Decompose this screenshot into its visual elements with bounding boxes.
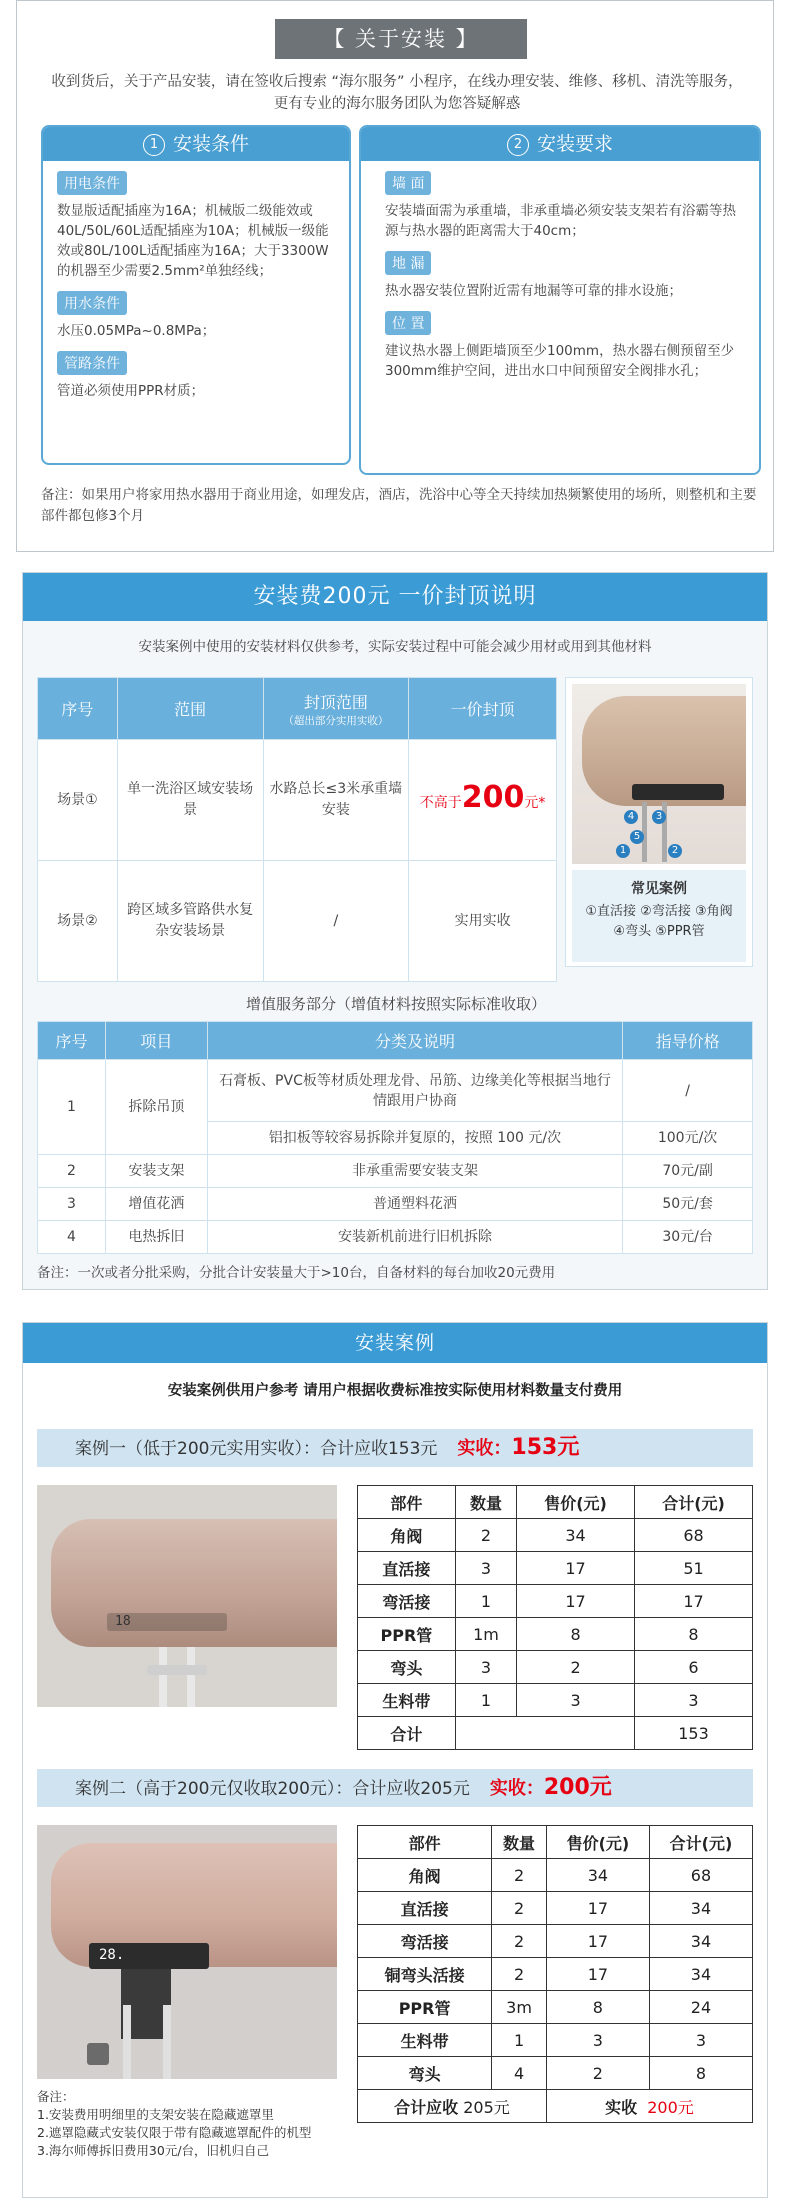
case1-table — [357, 1485, 753, 1750]
install-cases-title: 安装案例 — [23, 1323, 767, 1363]
water-condition-tag: 用水条件 — [57, 291, 127, 315]
power-condition-tag: 用电条件 — [57, 171, 127, 195]
case1-label: 案例一（低于200元实用实收）：合计应收153元 — [75, 1439, 438, 1459]
vas-desc: 石膏板、PVC板等材质处理龙骨、吊筋、边缘美化等根据当地行情跟用户协商 — [207, 1060, 622, 1122]
col-header-no: 序号 — [38, 678, 118, 740]
vas-desc: 安装新机前进行旧机拆除 — [207, 1221, 622, 1254]
col-header-price: 指导价格 — [623, 1022, 753, 1060]
vas-no: 3 — [38, 1188, 106, 1221]
table-row — [38, 861, 557, 982]
table-row: 直活接 2 17 34 — [358, 1892, 753, 1925]
floor-drain-tag: 地 漏 — [385, 251, 431, 275]
case2-table — [357, 1825, 753, 2123]
common-case-items: ④弯头 ⑤PPR管 — [613, 924, 705, 939]
total-row: 合计应收 205元 实收 200元 — [358, 2090, 753, 2123]
vas-price: 100元/次 — [623, 1122, 753, 1155]
col-header-range-note: （超出部分实用实收） — [283, 714, 389, 727]
vas-item: 增值花洒 — [105, 1188, 207, 1221]
col-header-total: 合计(元) — [635, 1486, 753, 1519]
col-header-item: 项目 — [105, 1022, 207, 1060]
case1-photo — [37, 1485, 337, 1707]
position-text: 建议热水器上侧距墙顶至少100mm，热水器右侧预留至少300mm维护空间，进出水口中间预留安全阀排水孔； — [385, 343, 735, 379]
table-row: 弯活接 1 17 17 — [358, 1585, 753, 1618]
case2-notes: 备注： 1.安装费用明细里的支架安装在隐藏遮罩里 2.遮罩隐藏式安装仅限于带有隐藏遮罩配件的机型 3.海尔师傅拆旧费用30元/台，旧机归自己 — [37, 2089, 312, 2158]
about-install-section — [16, 0, 774, 552]
col-header-unit-price: 售价(元) — [517, 1486, 635, 1519]
floor-drain-text: 热水器安装位置附近需有地漏等可靠的排水设施； — [385, 283, 682, 299]
vas-price: 50元/套 — [623, 1188, 753, 1221]
install-conditions-title: 安装条件 — [172, 133, 249, 155]
vas-price: 70元/副 — [623, 1155, 753, 1188]
table-row: PPR管 3m 8 24 — [358, 1991, 753, 2024]
col-header-qty: 数量 — [492, 1826, 547, 1859]
install-conditions-header — [43, 127, 349, 161]
case2-label: 案例二（高于200元仅收取200元）：合计应收205元 — [75, 1779, 470, 1799]
common-case-items: ①直活接 ②弯活接 ③角阀 — [585, 904, 733, 919]
vas-item: 安装支架 — [105, 1155, 207, 1188]
number-badge: 1 — [143, 134, 165, 156]
col-header-no: 序号 — [38, 1022, 106, 1060]
install-requirements-title: 安装要求 — [536, 133, 613, 155]
case1-display: 18 — [115, 1614, 131, 1629]
col-header-total: 合计(元) — [649, 1826, 752, 1859]
vas-desc: 普通塑料花洒 — [207, 1188, 622, 1221]
pipe-condition-tag: 管路条件 — [57, 351, 127, 375]
table-row: 弯活接 2 17 34 — [358, 1925, 753, 1958]
col-header-part: 部件 — [358, 1486, 456, 1519]
install-cases-subtitle: 安装案例供用户参考 请用户根据收费标准按实际使用材料数量支付费用 — [167, 1383, 623, 1399]
part-label: 4 — [624, 810, 638, 824]
vas-item: 电热拆旧 — [105, 1221, 207, 1254]
price-cap-table — [37, 677, 557, 982]
scenario-range: 水路总长≤3米承重墙安装 — [263, 740, 409, 861]
value-added-title: 增值服务部分（增值材料按照实际标准收取） — [245, 995, 546, 1013]
scenario-scope: 单一洗浴区域安装场景 — [117, 740, 263, 861]
table-row: 直活接 3 17 51 — [358, 1552, 753, 1585]
install-fee-title: 安装费200元 一价封顶说明 — [23, 573, 767, 621]
power-condition-text: 数显版适配插座为16A；机械版二级能效或40L/50L/60L适配插座为10A；机械版一级能效或80L/100L适配插座为16A；大于3300W的机器至少需要2.5mm²单独经线； — [57, 203, 329, 279]
vas-desc: 非承重需要安装支架 — [207, 1155, 622, 1188]
about-install-title: 【 关于安装 】 — [275, 19, 527, 59]
vas-no: 4 — [38, 1221, 106, 1254]
col-header-price: 一价封顶 — [409, 678, 557, 740]
common-case-title: 常见案例 — [631, 881, 687, 897]
install-fee-subtitle: 安装案例中使用的安装材料仅供参考，实际安装过程中可能会减少用材或用到其他材料 — [138, 639, 652, 655]
value-added-table — [37, 1021, 753, 1254]
case2-display: 28. — [99, 1947, 125, 1963]
table-row: 生料带 1 3 3 — [358, 2024, 753, 2057]
table-row — [38, 1155, 753, 1188]
scenario-price: 实用实收 — [409, 861, 557, 982]
scenario-scope: 跨区域多管路供水复杂安装场景 — [117, 861, 263, 982]
part-label: 3 — [652, 810, 666, 824]
wall-tag: 墙 面 — [385, 171, 431, 195]
case1-bar — [37, 1429, 753, 1467]
table-row — [38, 1188, 753, 1221]
col-header-scope: 范围 — [117, 678, 263, 740]
vas-price: / — [623, 1060, 753, 1122]
case2-actual: 实收：200元 — [489, 1775, 612, 1800]
scenario-no: 场景① — [38, 740, 118, 861]
case1-actual: 实收：153元 — [457, 1435, 580, 1460]
case2-photo — [37, 1825, 337, 2079]
vas-no: 2 — [38, 1155, 106, 1188]
wall-text: 安装墙面需为承重墙，非承重墙必须安装支架若有浴霸等热源与热水器的距离需大于40cm； — [385, 203, 736, 239]
install-requirements-header — [361, 127, 759, 161]
part-label: 5 — [630, 830, 644, 844]
table-row: 角阀 2 34 68 — [358, 1859, 753, 1892]
common-case-list — [572, 870, 746, 962]
bulk-purchase-note: 备注：一次或者分批采购，分批合计安装量大于>10台，自备材料的每台加收20元费用 — [37, 1265, 556, 1281]
scenario-price: 不高于200元* — [409, 740, 557, 861]
col-header-qty: 数量 — [455, 1486, 516, 1519]
common-case-box — [565, 677, 753, 967]
table-row: 生料带 1 3 3 — [358, 1684, 753, 1717]
col-header-unit-price: 售价(元) — [546, 1826, 649, 1859]
install-fee-section — [22, 572, 768, 1290]
water-condition-text: 水压0.05MPa~0.8MPa； — [57, 323, 216, 339]
col-header-range: 封顶范围 （超出部分实用实收） — [263, 678, 409, 740]
commercial-use-note: 备注：如果用户将家用热水器用于商业用途，如理发店，酒店，洗浴中心等全天持续加热频繁使用的场所，则整机和主要部件都包修3个月 — [41, 487, 757, 524]
vas-no: 1 — [38, 1060, 106, 1155]
about-install-intro: 收到货后，关于产品安装，请在签收后搜索 “海尔服务” 小程序，在线办理安装、维修、移机、清洗等服务，更有专业的海尔服务团队为您答疑解惑 — [51, 74, 743, 112]
table-row: PPR管 1m 8 8 — [358, 1618, 753, 1651]
part-label: 1 — [616, 844, 630, 858]
install-cases-section — [22, 1322, 768, 2198]
part-label: 2 — [668, 844, 682, 858]
table-row: 弯头 3 2 6 — [358, 1651, 753, 1684]
scenario-range: / — [263, 861, 409, 982]
table-row — [38, 1221, 753, 1254]
vas-desc: 铝扣板等较容易拆除并复原的，按照 100 元/次 — [207, 1122, 622, 1155]
total-row: 合计 153 — [358, 1717, 753, 1750]
vas-item: 拆除吊顶 — [105, 1060, 207, 1155]
table-row: 角阀 2 34 68 — [358, 1519, 753, 1552]
col-header-part: 部件 — [358, 1826, 492, 1859]
position-tag: 位 置 — [385, 311, 431, 335]
pipe-condition-text: 管道必须使用PPR材质； — [57, 383, 205, 399]
install-requirements-panel — [359, 125, 761, 475]
table-row: 铜弯头活接 2 17 34 — [358, 1958, 753, 1991]
install-conditions-panel — [41, 125, 351, 465]
number-badge: 2 — [507, 134, 529, 156]
col-header-desc: 分类及说明 — [207, 1022, 622, 1060]
case2-bar — [37, 1769, 753, 1807]
heater-install-photo — [572, 684, 746, 864]
table-row: 弯头 4 2 8 — [358, 2057, 753, 2090]
table-row — [38, 1060, 753, 1122]
vas-price: 30元/台 — [623, 1221, 753, 1254]
scenario-no: 场景② — [38, 861, 118, 982]
table-row — [38, 740, 557, 861]
